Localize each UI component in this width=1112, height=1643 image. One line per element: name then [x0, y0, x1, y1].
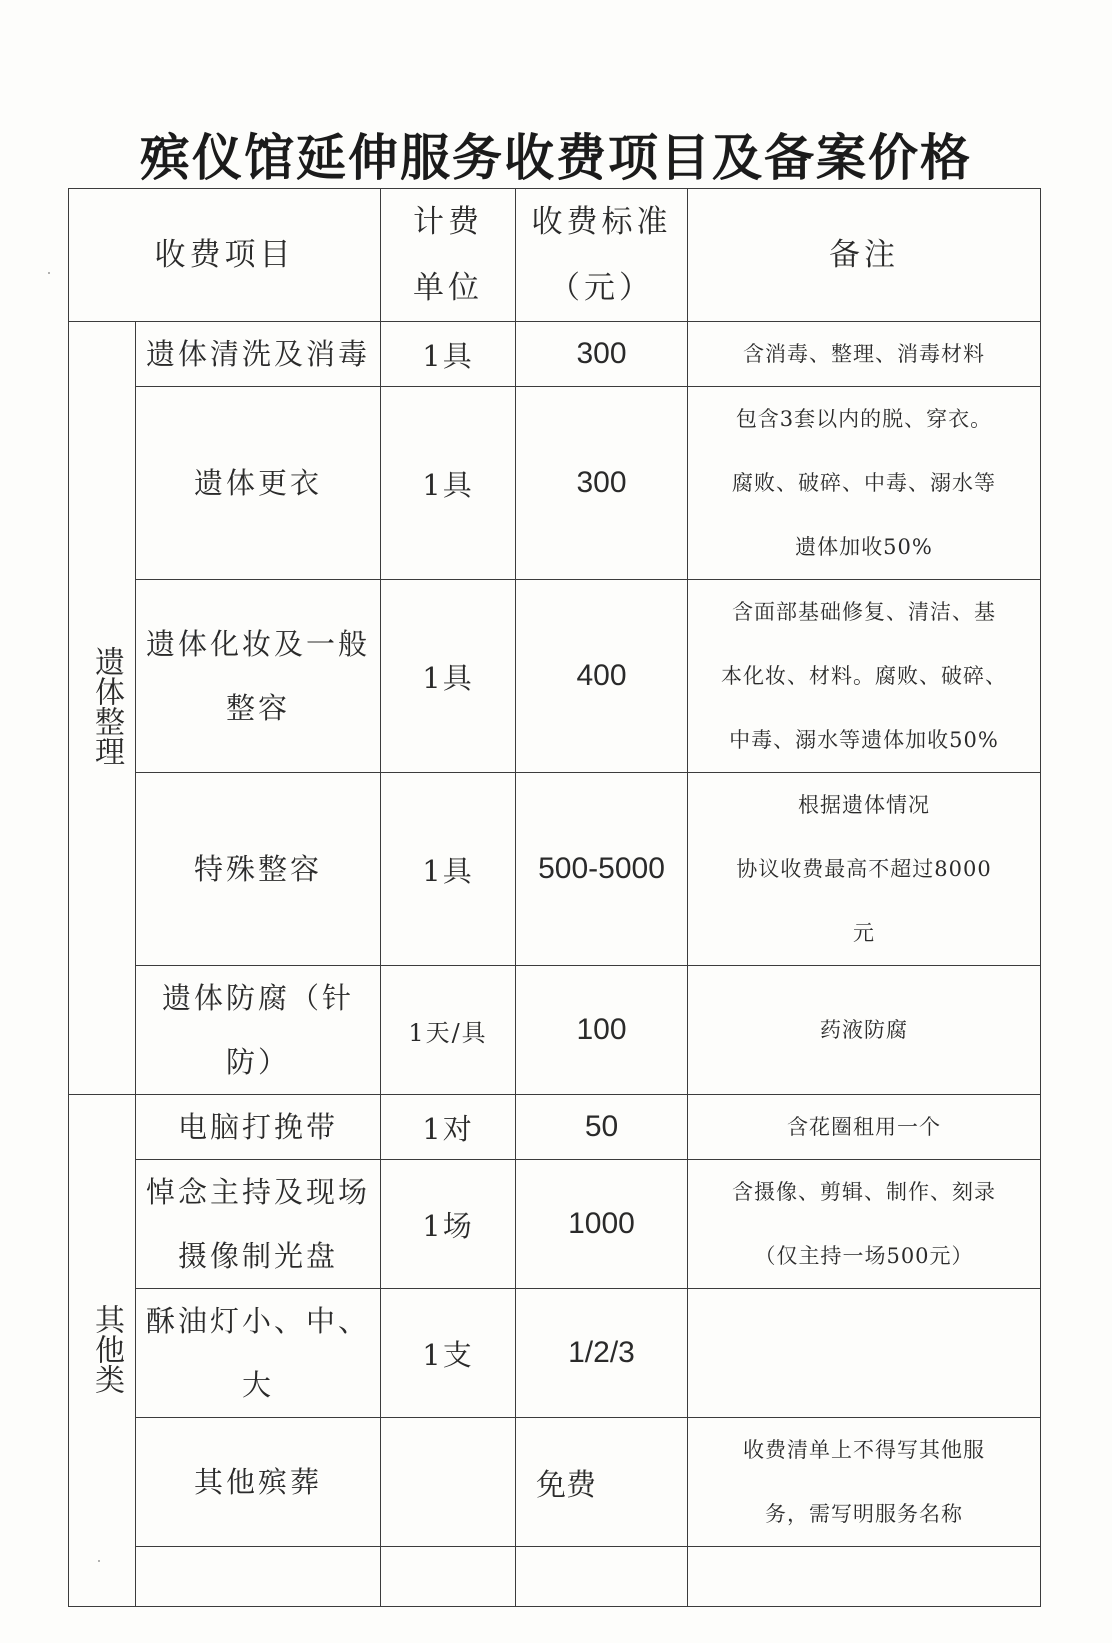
header-unit-line2: 单位: [413, 270, 483, 306]
note-cell: [688, 1095, 1041, 1160]
unit-cell: 1支: [381, 1289, 516, 1418]
table-row: [69, 1289, 1041, 1418]
price-cell: 400: [516, 580, 688, 773]
header-price-line2: （元）: [549, 270, 654, 306]
unit-cell: 1具: [381, 580, 516, 773]
unit-cell: 1天/具: [381, 966, 516, 1095]
table-row: [69, 1418, 1041, 1547]
category-cell: [69, 322, 136, 1095]
item-line: 摄像制光盘: [177, 1239, 338, 1273]
note-cell: [688, 1418, 1041, 1547]
unit-cell: 1具: [381, 773, 516, 966]
header-note: 备注: [688, 189, 1041, 322]
item-line: 遗体清洗及消毒: [145, 337, 370, 371]
header-price: [516, 189, 688, 322]
table-header-row: [69, 189, 1041, 322]
note-line: 包含3套以内的脱、穿衣。: [735, 407, 993, 431]
item-cell: [136, 1095, 381, 1160]
unit-cell: 1场: [381, 1160, 516, 1289]
note-line: 务，需写明服务名称: [765, 1502, 963, 1526]
note-line: 含面部基础修复、清洁、基: [732, 600, 996, 624]
unit-cell: 1对: [381, 1095, 516, 1160]
item-line: 电脑打挽带: [177, 1110, 338, 1144]
scan-speck: [98, 1560, 100, 1562]
item-line: 其他殡葬: [193, 1465, 322, 1499]
note-line: 腐败、破碎、中毒、溺水等: [732, 471, 996, 495]
note-line: 含摄像、剪辑、制作、刻录: [732, 1180, 996, 1204]
note-line: 本化妆、材料。腐败、破碎、: [721, 664, 1007, 688]
note-line: 元: [853, 921, 875, 945]
note-cell: [688, 387, 1041, 580]
item-line: 特殊整容: [193, 852, 322, 886]
price-cell: 300: [516, 387, 688, 580]
price-cell: 300: [516, 322, 688, 387]
price-cell: 500-5000: [516, 773, 688, 966]
item-cell: [136, 322, 381, 387]
item-cell: [136, 1418, 381, 1547]
item-cell: [136, 966, 381, 1095]
unit-cell: [381, 1418, 516, 1547]
item-line: 遗体化妆及一般: [145, 627, 370, 661]
item-cell: [136, 1547, 381, 1607]
note-cell: [688, 580, 1041, 773]
table-row: [69, 580, 1041, 773]
header-price-line1: 收费标准: [531, 204, 672, 240]
note-cell: [688, 1289, 1041, 1418]
price-cell: 1000: [516, 1160, 688, 1289]
note-line: （仅主持一场500元）: [754, 1244, 974, 1268]
scan-speck: [48, 272, 50, 274]
header-unit: [381, 189, 516, 322]
header-unit-line1: 计费: [413, 204, 483, 240]
note-line: 收费清单上不得写其他服: [743, 1438, 985, 1462]
note-cell: [688, 322, 1041, 387]
table-row: [69, 387, 1041, 580]
note-line: 含消毒、整理、消毒材料: [743, 342, 985, 366]
category-label: 遗体整理: [89, 646, 124, 766]
item-line: 酥油灯小、中、: [145, 1304, 370, 1338]
price-cell: 免费: [516, 1418, 688, 1547]
note-line: 药液防腐: [820, 1018, 908, 1042]
fee-table: [68, 188, 1041, 1607]
note-line: 中毒、溺水等遗体加收50%: [729, 728, 999, 752]
unit-cell: 1具: [381, 387, 516, 580]
item-line: 遗体防腐（针防）: [161, 981, 354, 1079]
table-row: [69, 1095, 1041, 1160]
note-line: 遗体加收50%: [795, 535, 933, 559]
item-cell: [136, 1160, 381, 1289]
unit-cell: [381, 1547, 516, 1607]
category-label: 其他类: [89, 1303, 124, 1394]
table-row: [69, 1160, 1041, 1289]
note-line: 协议收费最高不超过8000: [736, 857, 992, 881]
page-title: 殡仪馆延伸服务收费项目及备案价格: [140, 129, 972, 187]
item-cell: [136, 773, 381, 966]
category-cell: [69, 1095, 136, 1607]
item-line: 遗体更衣: [193, 466, 322, 500]
price-cell: [516, 1547, 688, 1607]
item-line: 大: [241, 1368, 274, 1402]
item-cell: [136, 1289, 381, 1418]
note-cell: [688, 1160, 1041, 1289]
price-cell: 1/2/3: [516, 1289, 688, 1418]
price-cell: 50: [516, 1095, 688, 1160]
price-cell: 100: [516, 966, 688, 1095]
note-line: 根据遗体情况: [798, 793, 930, 817]
table-row: [69, 773, 1041, 966]
note-cell: [688, 966, 1041, 1095]
table-row: [69, 966, 1041, 1095]
header-item: 收费项目: [69, 189, 381, 322]
item-line: 悼念主持及现场: [145, 1175, 370, 1209]
table-row: [69, 1547, 1041, 1607]
note-cell: [688, 1547, 1041, 1607]
item-cell: [136, 387, 381, 580]
note-line: 含花圈租用一个: [787, 1115, 941, 1139]
note-cell: [688, 773, 1041, 966]
item-cell: [136, 580, 381, 773]
table-row: [69, 322, 1041, 387]
unit-cell: 1具: [381, 322, 516, 387]
item-line: 整容: [225, 691, 290, 725]
